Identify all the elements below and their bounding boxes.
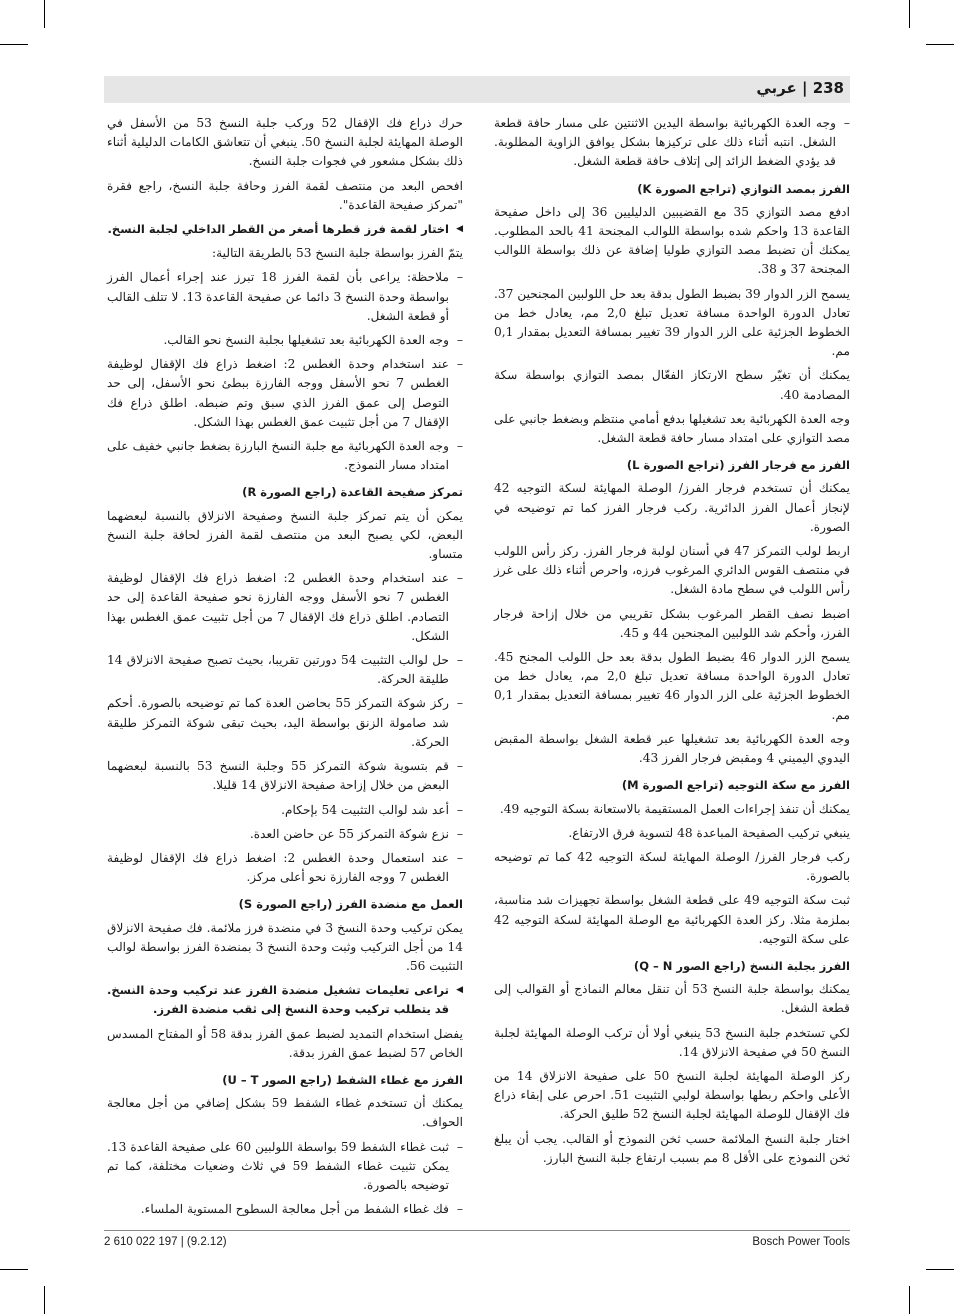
section-heading: الفرز مع سكة التوجيه (تراجع الصورة M) [621, 778, 850, 793]
crop-mark [44, 1286, 45, 1314]
paragraph: يسمح الزر الدوار 39 بضبط الطول بدقة بعد حل اللولبين المجنحين 37. تعادل الدورة الواحدة مسافة تعديل تبلغ 2,0 مم، يعادل خط من الخطوط الجزئية على الزر الدوار 39 تغيير بمسافة التعديل بمقدار 0,1 مم. [494, 286, 851, 359]
section-heading: الفرز بجلبة النسخ (راجع الصور Q – N) [633, 958, 850, 973]
crop-mark [909, 1286, 910, 1314]
crop-mark [0, 44, 28, 45]
crop-mark [0, 1269, 28, 1270]
dash-list-item: – عند استعمال وحدة الغطس 2: اضغط ذراع فك الإقفال لوظيفة الغطس 7 ووجه الفارزة نحو أعلى مركز. [107, 849, 463, 887]
paragraph: حرك ذراع فك الإقفال 52 وركب جلبة النسخ 53 من الأسفل في الوصلة المهايئة لجلبة النسخ 50. ينبغي أن تتعاشق الكامات الدليلية أثناء ذلك بشكل مشعور في فجوات جلبة النسخ. [107, 116, 464, 169]
dash-list-item: – وجه العدة الكهربائية بعد تشغيلها بجلبة النسخ نحو القالب. [107, 331, 463, 350]
section-heading: الفرز بمصد التوازي (تراجع الصورة K) [637, 181, 850, 196]
dash-list-item: – عند استخدام وحدة الغطس 2: اضغط ذراع فك الإقفال لوظيفة الغطس 7 نحو الأسفل ووجه الفارزة نحو صفيحة القاعدة إلى حد التصادم. اطلق ذراع فك الإقفال 7 من أجل تثبيت عمق الغطس بهذا الشكل. [107, 569, 463, 646]
paragraph: ينبغي تركيب الصفيحة المباعدة 48 لتسوية فرق الارتفاع. [568, 825, 850, 840]
page-number-language: 238 | عربي [756, 79, 844, 97]
paragraph: يمكنك أن تستخدم فرجار الفرز/ الوصلة المهايئة لسكة التوجيه 42 لإنجاز أعمال الفرز الدائرية. ركب فرجار الفرز كما تم توضيحه في الصورة. [494, 481, 850, 534]
paragraph: اربط لولب التمركز 47 في أسنان لولبة فرجار الفرز. ركز رأس اللولب في منتصف القوس الدائري المرغوب فرزه، واحرص أثناء ذلك على غرز رأس اللولب في سطح مادة الشغل. [494, 544, 850, 597]
page-header [104, 76, 850, 103]
paragraph: يمكن أن يتم تمركز جلبة النسخ وصفيحة الانزلاق بالنسبة لبعضهما البعض، لكي يصبح البعد من منتصف لقمة الفرز لحافة جلبة النسخ متساو. [107, 508, 463, 562]
paragraph: ادفع مصد التوازي 35 مع القضيبين الدليليين 36 إلى داخل صفيحة القاعدة 13 واحكم شده بواسطة اللوالب المجنحة 41 بالحد المطلوب. يمكنك أن تضبط مصد التوازي طوليا إضافة عن ذلك بواسطة اللوالب المجنحة 37 و 38. [494, 204, 850, 277]
left-text-column [107, 114, 463, 1224]
footer-divider [104, 1230, 850, 1231]
dash-list-item: – أعد شد لوالب التثبيت 54 بإحكام. [107, 801, 463, 820]
footer-doc-number: 2 610 022 197 | (9.2.12) [104, 1236, 227, 1248]
paragraph: ثبت سكة التوجيه 49 على قطعة الشغل بواسطة تجهيزات شد مناسبة، بملزمة مثلا. ركز العدة الكهربائية مع الوصلة المهايئة لسكة التوجيه 42 على سكة التوجيه. [494, 893, 850, 946]
dash-list-item: – قم بتسوية شوكة التمركز 55 وجلبة النسخ 53 بالنسبة لبعضهما البعض من خلال إزاحة صفيحة الانزلاق 14 قليلا. [107, 757, 463, 795]
paragraph: ركب فرجار الفرز/ الوصلة المهايئة لسكة التوجيه 42 كما تم توضيحه بالصورة. [494, 849, 851, 884]
section-heading: الفرز مع فرجار الفرز (تراجع الصورة L) [626, 458, 850, 473]
paragraph: يمكنك بواسطة جلبة النسخ 53 أن تنقل معالم النماذج أو القوالب إلى قطعة الشغل. [494, 982, 850, 1016]
paragraph: يمكنك أن تغيّر سطح الارتكاز الفعّال بمصد التوازي بواسطة سكة المصادمة 40. [494, 368, 850, 402]
paragraph: اختار جلبة النسخ الملائمة حسب ثخن النموذج أو القالب. يجب أن يبلغ ثخن النموذج على الأقل 8 مم بسبب ارتفاع جلبة النسخ البارز. [494, 1131, 850, 1165]
paragraph: لكي تستخدم جلبة النسخ 53 ينبغي أولا أن تركب الوصلة المهايئة لجلبة النسخ 50 في صفيحة الانزلاق 14. [494, 1025, 850, 1059]
crop-mark [926, 1269, 954, 1270]
paragraph: يمكنك أن تنفذ إجراءات العمل المستقيمة بالاستعانة بسكة التوجيه 49. [499, 801, 850, 816]
paragraph: وجه العدة الكهربائية بعد تشغيلها بدفع أمامي منتظم وبضغط جانبي على مصد التوازي على امتداد مسار حافة قطعة الشغل. [494, 411, 850, 446]
dash-list-item: – وجه العدة الكهربائية مع جلبة النسخ البارزة بضغط جانبي خفيف على امتداد مسار النموذج. [107, 437, 463, 475]
dash-list-item: – حل لوالب التثبيت 54 دورتين تقريبا، بحيث تصبح صفيحة الانزلاق 14 طليقة الحركة. [107, 651, 463, 689]
paragraph: يتمّ الفرز بواسطة جلبة النسخ 53 بالطريقة التالية: [212, 246, 463, 261]
footer-brand: Bosch Power Tools [752, 1236, 850, 1248]
paragraph: يسمح الزر الدوار 46 بضبط الطول بدقة بعد حل اللولب المجنح 45. تعادل الدورة الواحدة مسافة تعديل تبلغ 2,0 مم، يعادل خط من الخطوط الجزئية على الزر الدوار 46 تغيير بمسافة التعديل بمقدار 0,1 مم. [494, 650, 851, 722]
section-heading: العمل مع منضدة الفرز (راجع الصورة S) [238, 897, 463, 912]
paragraph: وجه العدة الكهربائية بعد تشغيلها عبر قطعة الشغل بواسطة المقبض اليدوي اليميني 4 ومقبض فرجار الفرز 43. [494, 731, 850, 766]
crop-mark [44, 0, 45, 28]
warning-item: ◀ اختار لقمة فرز قطرها أصغر من القطر الداخلي لجلبة النسخ. [107, 220, 463, 239]
paragraph: يفضل استخدام التمديد لضبط عمق الفرز بدقة 58 أو المفتاح المسدس الخاص 57 لضبط عمق الفرز بدقة. [107, 1026, 463, 1060]
dash-list-item: – ثبت غطاء الشفط 59 بواسطة اللولبين 60 على صفيحة القاعدة 13. يمكن تثبيت غطاء الشفط 59 في ثلاث وضعيات مختلفة، كما تم توضيحه بالصورة. [107, 1138, 463, 1196]
dash-list-item: – وجه العدة الكهربائية بواسطة اليدين الاثنتين على مسار حافة قطعة الشغل. انتبه أثناء ذلك على تركيزها بشكل يوافق الزاوية المطلوبة. قد يؤدي الضغط الزائد إلى إتلاف حافة قطعة الشغل. [494, 114, 850, 172]
warning-item: ◀ تراعى تعليمات تشغيل منضدة الفرز عند تركيب وحدة النسخ. قد يتطلب تركيب وحدة النسخ إلى ثقب منضدة الفرز. [107, 981, 463, 1019]
section-heading: تمركز صفيحة القاعدة (راجع الصورة R) [242, 485, 463, 500]
dash-list-item: – ملاحظة: يراعى بأن لقمة الفرز 18 تبرز عند إجراء أعمال الفرز بواسطة وحدة النسخ 3 دائما عن صفيحة القاعدة 13. لا تتلف القالب أو قطعة الشغل. [107, 268, 463, 326]
paragraph: يمكنك أن تستخدم غطاء الشفط 59 بشكل إضافي من أجل معالجة الحواف. [107, 1096, 463, 1130]
dash-list-item: – فك غطاء الشفط من أجل معالجة السطوح المستوية الملساء. [107, 1200, 463, 1219]
paragraph: ركز الوصلة المهايئة لجلبة النسخ 50 على صفيحة الانزلاق 14 من الأعلى واحكم ربطها بواسطة لولبي التثبيت 51. احرص على إبقاء ذراع فك الإقفال للوصلة المهايئة لجلبة النسخ 52 طليق الحركة. [494, 1068, 850, 1122]
section-heading: الفرز مع غطاء الشفط (راجع الصور U – T) [222, 1072, 463, 1087]
dash-list-item: – نزع شوكة التمركز 55 عن حاضن العدة. [107, 825, 463, 844]
dash-list-item: – عند استخدام وحدة الغطس 2: اضغط ذراع فك الإقفال لوظيفة الغطس 7 نحو الأسفل ووجه الفارزة ببطئ نحو الأسفل، إلى حد التوصل إلى عمق الفرز الذي سبق وتم ضبطه. اطلق ذراع فك الإقفال 7 من أجل تثبيت عمق الغطس بهذا الشكل. [107, 355, 463, 432]
paragraph: اضبط نصف القطر المرغوب بشكل تقريبي من خلال إزاحة فرجار الفرز، وأحكم شد اللولبين المجنحين 44 و 45. [494, 606, 850, 640]
paragraph: يمكن تركيب وحدة النسخ 3 في منضدة فرز ملائمة. فك صفيحة الانزلاق 14 من أجل التركيب وثبت وحدة النسخ 3 بمنضدة الفرز بواسطة لوالب التثبيت 56. [107, 920, 463, 973]
right-text-column [494, 114, 850, 1173]
paragraph: افحص البعد من منتصف لقمة الفرز وحافة جلبة النسخ، راجع فقرة "تمركز صفيحة القاعدة". [107, 178, 463, 212]
crop-mark [926, 44, 954, 45]
dash-list-item: – ركز شوكة التمركز 55 بحاضن العدة كما تم توضيحه بالصورة. أحكم شد صامولة الزنق بواسطة اليد، بحيث تبقى شوكة التمركز طليقة الحركة. [107, 694, 463, 752]
crop-mark [909, 0, 910, 28]
